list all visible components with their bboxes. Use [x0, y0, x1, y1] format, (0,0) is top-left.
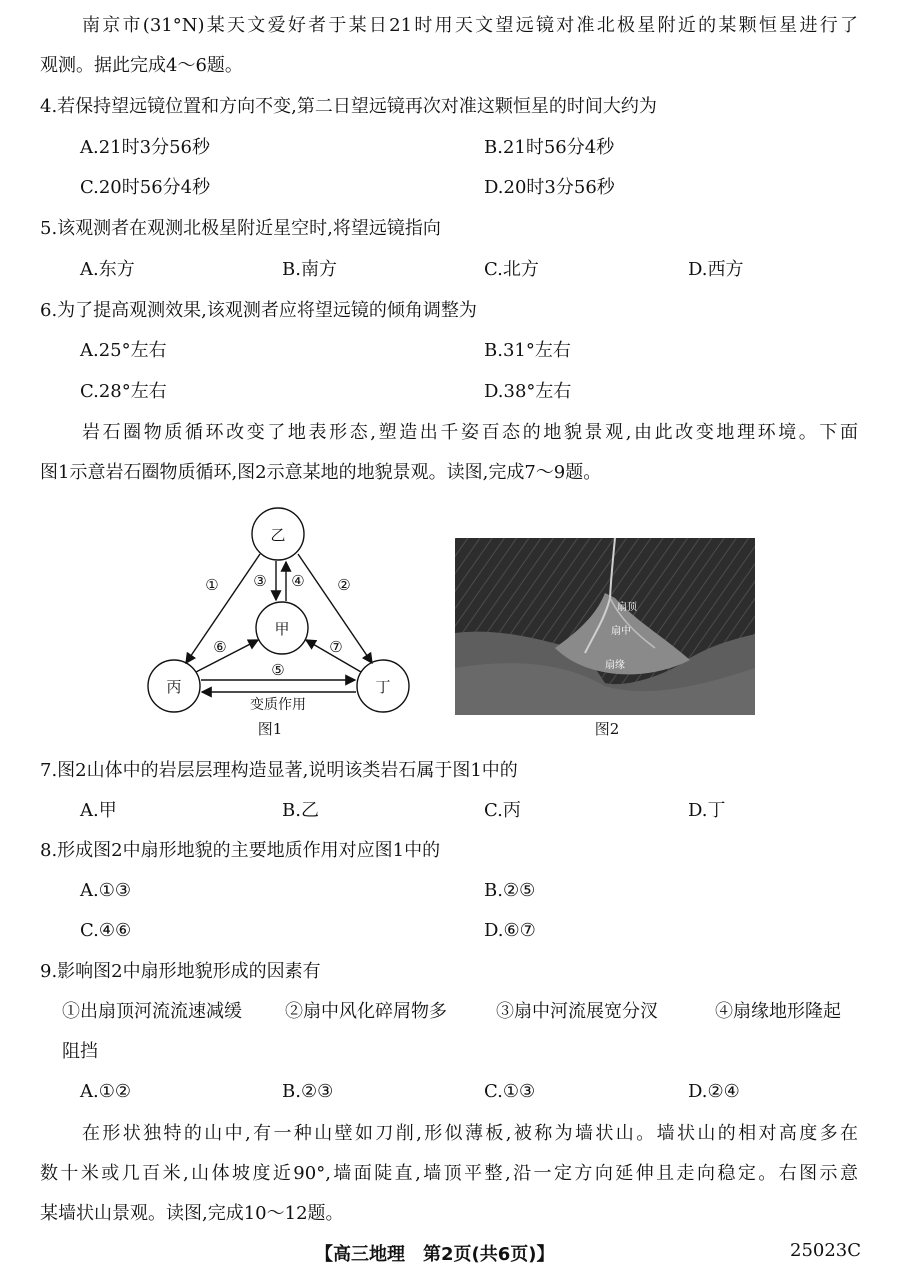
option-d: D.20时3分56秒 — [484, 177, 615, 198]
option-b: B.②⑤ — [484, 880, 536, 901]
option-d: D.丁 — [688, 800, 726, 821]
intro-paragraph-line: 南京市(31°N)某天文爱好者于某日21时用天文望远镜对准北极星附近的某颗恒星进行了 — [82, 15, 858, 36]
option-a: A.21时3分56秒 — [80, 137, 210, 158]
option-c: C.丙 — [484, 800, 521, 821]
intro-paragraph-line: 岩石圈物质循环改变了地表形态,塑造出千姿百态的地貌景观,由此改变地理环境。下面 — [82, 422, 858, 443]
option-c: C.20时56分4秒 — [80, 177, 211, 198]
page-footer-title: 【高三地理 第2页(共6页)】 — [315, 1244, 555, 1265]
intro-paragraph-line: 在形状独特的山中,有一种山壁如刀削,形似薄板,被称为墙状山。墙状山的相对高度多在 — [82, 1123, 858, 1144]
question-5-stem: 5.该观测者在观测北极星附近星空时,将望远镜指向 — [40, 218, 441, 239]
option-d: D.②④ — [688, 1081, 740, 1102]
option-a: A.甲 — [80, 800, 117, 821]
alluvial-fan-photo — [455, 538, 755, 715]
intro-paragraph-line: 图1示意岩石圈物质循环,图2示意某地的地貌景观。读图,完成7～9题。 — [40, 462, 602, 483]
arrow-6 — [196, 640, 258, 672]
option-b: B.②③ — [282, 1081, 334, 1102]
fan-edge-label: 扇缘 — [605, 660, 625, 671]
figure-2-caption: 图2 — [594, 720, 620, 738]
option-b: B.21时56分4秒 — [484, 137, 615, 158]
intro-paragraph-line: 数十米或几百米,山体坡度近90°,墙面陡直,墙顶平整,沿一定方向延伸且走向稳定。右图示意 — [40, 1163, 858, 1184]
option-d: D.西方 — [688, 259, 744, 280]
question-9-stem: 9.影响图2中扇形地貌形成的因素有 — [40, 961, 321, 982]
question-4-stem: 4.若保持望远镜位置和方向不变,第二日望远镜再次对准这颗恒星的时间大约为 — [40, 96, 657, 117]
question-6-stem: 6.为了提高观测效果,该观测者应将望远镜的倾角调整为 — [40, 300, 477, 321]
arrow-label-7: ⑦ — [329, 638, 343, 656]
statement-1: ①出扇顶河流流速减缓 — [62, 1001, 242, 1022]
option-d: D.⑥⑦ — [484, 920, 536, 941]
option-a: A.①③ — [80, 880, 131, 901]
exam-code: 25023C — [790, 1240, 862, 1261]
question-8-stem: 8.形成图2中扇形地貌的主要地质作用对应图1中的 — [40, 840, 441, 861]
option-c: C.①③ — [484, 1081, 536, 1102]
option-b: B.31°左右 — [484, 340, 571, 361]
arrow-label-1: ① — [205, 576, 219, 594]
node-yi-label: 乙 — [270, 526, 286, 544]
arrow-label-2: ② — [337, 576, 351, 594]
statement-3: ③扇中河流展宽分汊 — [496, 1001, 658, 1022]
arrow-label-5: ⑤ — [271, 661, 285, 679]
option-a: A.东方 — [80, 259, 135, 280]
node-ding-label: 丁 — [375, 678, 391, 696]
question-7-stem: 7.图2山体中的岩层层理构造显著,说明该类岩石属于图1中的 — [40, 760, 518, 781]
intro-paragraph-line: 某墙状山景观。读图,完成10～12题。 — [40, 1203, 344, 1224]
option-a: A.25°左右 — [80, 340, 167, 361]
fan-middle-label: 扇中 — [611, 626, 631, 637]
figure-1-caption: 图1 — [257, 720, 283, 738]
option-c: C.28°左右 — [80, 381, 167, 402]
node-jia-label: 甲 — [274, 620, 290, 638]
statement-2: ②扇中风化碎屑物多 — [285, 1001, 447, 1022]
arrow-label-4: ④ — [291, 572, 305, 590]
arrow-label-3: ③ — [253, 572, 267, 590]
option-b: B.南方 — [282, 259, 337, 280]
rock-cycle-diagram — [140, 500, 420, 715]
metamorphism-label: 变质作用 — [250, 697, 306, 713]
fan-apex-label: 扇顶 — [617, 602, 637, 613]
statement-4: ④扇缘地形隆起 — [715, 1001, 841, 1022]
arrow-label-6: ⑥ — [213, 638, 227, 656]
option-d: D.38°左右 — [484, 381, 572, 402]
statement-4-continued: 阻挡 — [62, 1041, 98, 1062]
node-bing-label: 丙 — [166, 678, 182, 696]
option-b: B.乙 — [282, 800, 319, 821]
option-c: C.④⑥ — [80, 920, 132, 941]
option-c: C.北方 — [484, 259, 539, 280]
intro-paragraph-line: 观测。据此完成4～6题。 — [40, 55, 243, 76]
option-a: A.①② — [80, 1081, 131, 1102]
